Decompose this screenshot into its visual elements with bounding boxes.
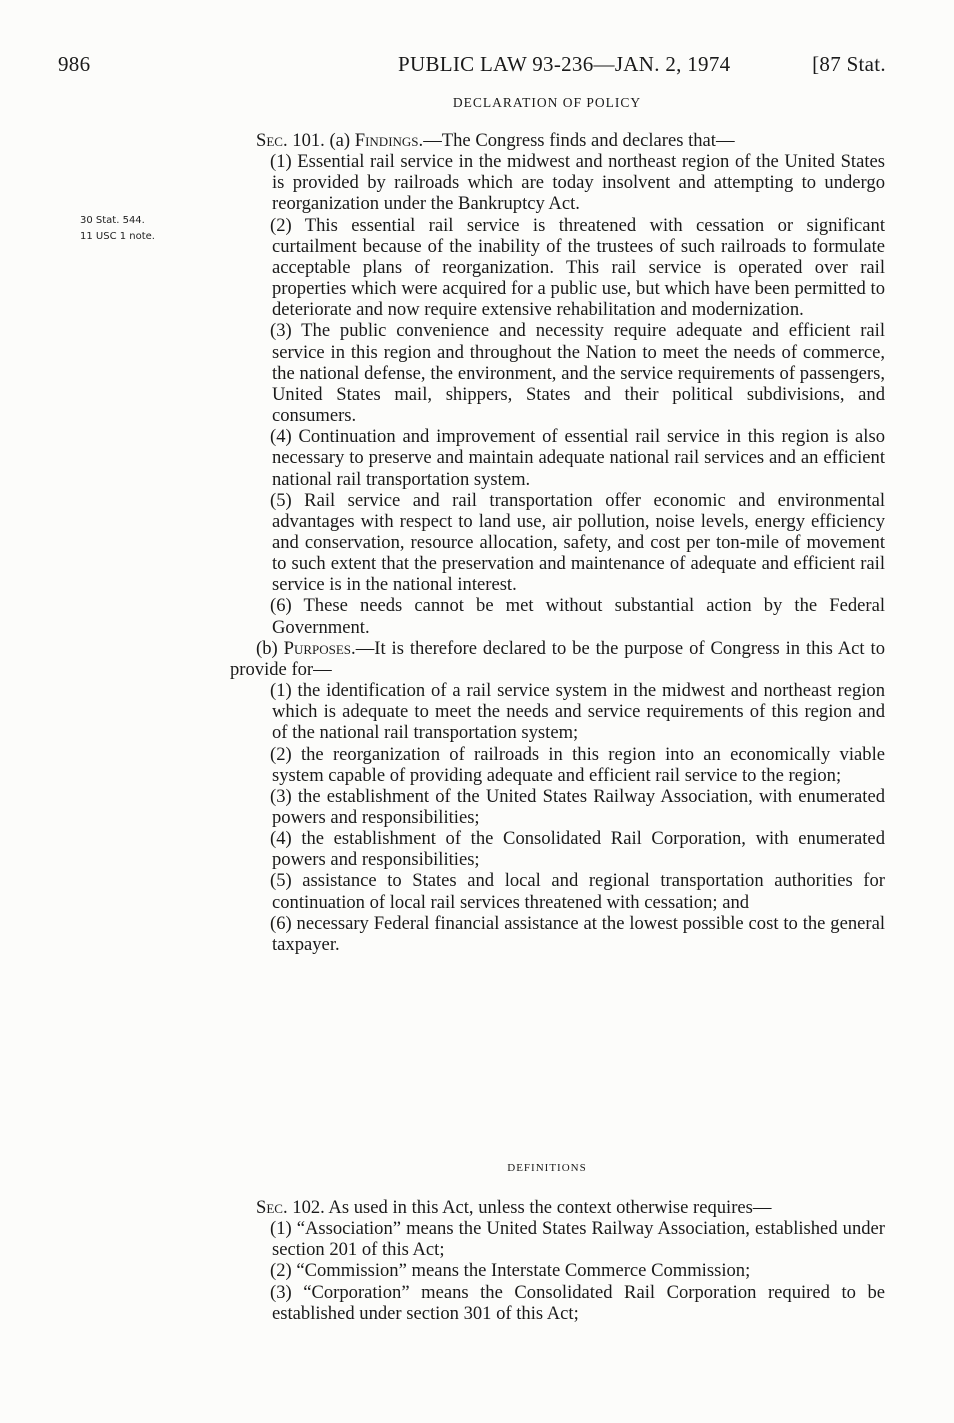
sec-number: 101. (a) — [292, 130, 351, 151]
definitions-body — [230, 1197, 885, 1324]
statute-reference: [87 Stat. — [812, 52, 886, 76]
sec-102-text: 102. As used in this Act, unless the context otherwise requires— — [292, 1197, 772, 1218]
purpose-5: (5) assistance to States and local and regional transportation authorities for continuation of local rail services threatened with cessation; and — [270, 870, 885, 913]
purpose-3: (3) the establishment of the United States Railway Association, with enumerated powers and responsibilities; — [270, 785, 885, 828]
purpose-6: (6) necessary Federal financial assistance at the lowest possible cost to the general taxpayer. — [270, 912, 885, 955]
purposes-intro-text: —It is therefore declared to be the purpose of Congress in this Act to provide for— — [230, 637, 885, 680]
finding-4: (4) Continuation and improvement of essential rail service in this region is also necessary to preserve and maintain adequate national rail services and an efficient national rail transportation system. — [270, 426, 885, 490]
finding-2: (2) This essential rail service is threatened with cessation or significant curtailment because of the inability of the trustees of such railroads to formulate acceptable plans of reorganization. This rail service is operated over rail properties which were acquired for a public use, but which have been permitted to deteriorate and now require extensive rehabilitation and modernization. — [270, 214, 885, 321]
definitions-heading: DEFINITIONS — [507, 1162, 587, 1174]
purpose-2: (2) the reorganization of railroads in this region into an economically viable system capable of providing adequate and efficient rail service to the region; — [270, 743, 885, 786]
declaration-body — [230, 130, 885, 955]
sec-101-intro — [230, 130, 885, 151]
purposes-label: Purposes. — [283, 637, 356, 659]
finding-5: (5) Rail service and rail transportation offer economic and environmental advantages with respect to land use, air pollution, noise levels, energy efficiency and conservation, resource allocation, safety, and cost per ton-mile of movement to such extent that the preservation and maintenance of adequate and efficient rail service is in the national interest. — [270, 489, 885, 596]
definition-1: (1) “Association” means the United States Railway Association, established under section 201 of this Act; — [270, 1218, 885, 1261]
sec-102-intro — [230, 1197, 885, 1218]
findings-intro: —The Congress finds and declares that— — [423, 130, 735, 151]
purposes-intro — [230, 638, 885, 680]
purpose-4: (4) the establishment of the Consolidated Rail Corporation, with enumerated powers and responsibilities; — [270, 828, 885, 871]
findings-label: Findings. — [354, 130, 424, 151]
margin-note — [80, 213, 155, 245]
definition-3: (3) “Corporation” means the Consolidated Rail Corporation required to be established under section 301 of this Act; — [270, 1281, 885, 1324]
finding-6: (6) These needs cannot be met without substantial action by the Federal Government. — [270, 595, 885, 638]
definition-2: (2) “Commission” means the Interstate Commerce Commission; — [270, 1260, 751, 1282]
purposes-prefix: (b) — [256, 637, 278, 659]
purpose-1: (1) the identification of a rail service system in the midwest and northeast region which is adequate to meet the needs and service requirements of this region and of the national rail transportation system; — [270, 680, 885, 744]
sec-label: Sec. — [256, 1197, 288, 1218]
running-title: PUBLIC LAW 93-236—JAN. 2, 1974 — [398, 52, 731, 76]
margin-note-stat: 30 Stat. 544. — [80, 215, 145, 226]
declaration-heading: DECLARATION OF POLICY — [452, 95, 642, 110]
margin-note-usc: 11 USC 1 note. — [80, 231, 155, 242]
page-number: 986 — [58, 52, 91, 76]
page-header — [58, 52, 886, 82]
finding-3: (3) The public convenience and necessity require adequate and efficient rail service in this region and throughout the Nation to meet the needs of commerce, the national defense, the environment, and the service requirements of passengers, United States mail, shippers, States and their political subdivisions, and consumers. — [270, 320, 885, 427]
sec-label: Sec. — [256, 130, 288, 151]
finding-1: (1) Essential rail service in the midwest and northeast region of the United States is provided by railroads which are today insolvent and attempting to undergo reorganization under the Bankruptcy Act. — [270, 151, 885, 215]
